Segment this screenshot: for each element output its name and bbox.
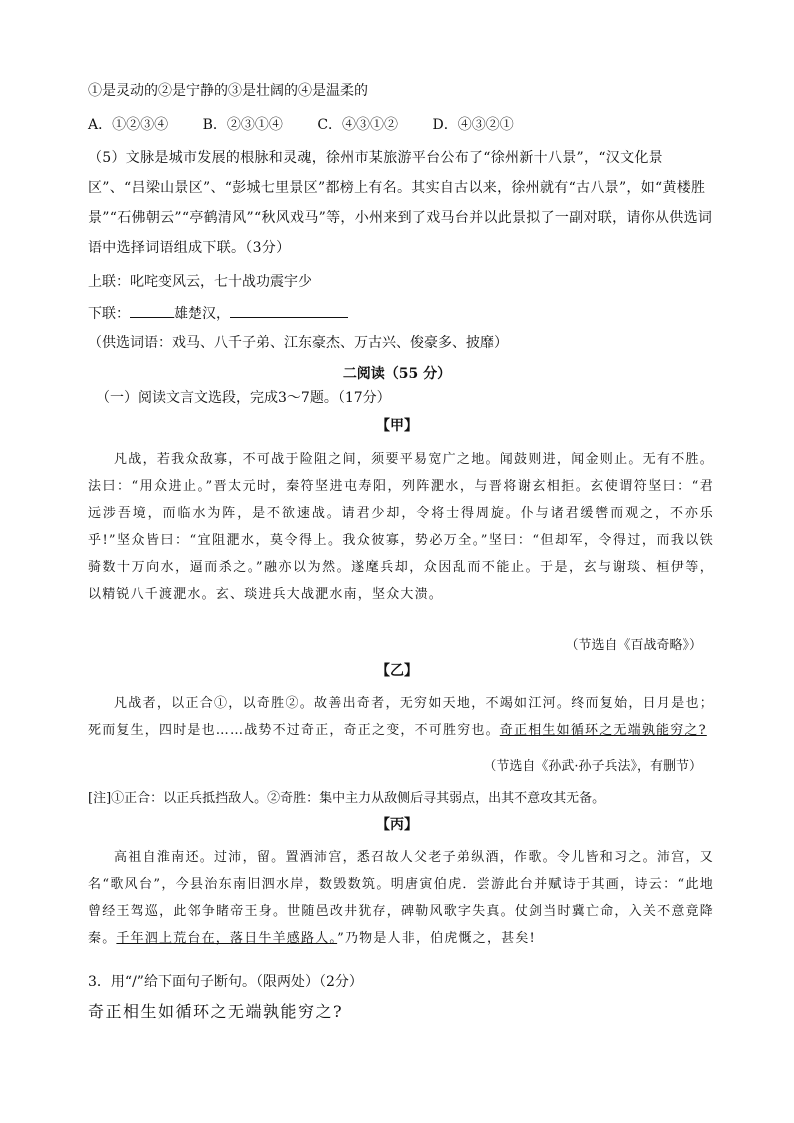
- choice-d: D．④③②①: [432, 117, 514, 133]
- options-line: ①是灵动的②是宁静的③是壮阔的④是温柔的: [88, 83, 368, 99]
- yi-text: [88, 690, 714, 748]
- couplet-lower-prefix: 下联：: [88, 306, 130, 322]
- yi-text-underlined: 奇正相生如循环之无端孰能穷之?: [499, 723, 707, 738]
- word-choices: （供选词语：戏马、八千子弟、江东豪杰、万古兴、俊豪多、披靡）: [88, 335, 508, 351]
- annotation-note: [注]①正合：以正兵抵挡敌人。②奇胜：集中主力从敌侧后寻其弱点，出其不意攻其无备。: [88, 791, 606, 806]
- jia-heading: 【甲】: [376, 418, 418, 434]
- question-3-sentence: 奇正相生如循环之无端孰能穷之?: [88, 1002, 344, 1021]
- subsection-title: （一）阅读文言文选段，完成3～7题。（17分）: [96, 390, 391, 406]
- section-title: 二阅读（55 分）: [342, 366, 452, 382]
- question-3-label: 3．用“/”给下面句子断句。（限两处）（2分）: [88, 974, 363, 990]
- choice-c: C．④③①②: [317, 117, 399, 133]
- answer-choices: [88, 115, 718, 135]
- jia-source: （节选自《百战奇略》）: [565, 638, 702, 653]
- jia-text: 凡战，若我众敌寡，不可战于险阻之间，须要平易宽广之地。闻鼓则进，闻金则止。无有不胜。法曰：“用众进止。”晋太元时，秦符坚进屯寿阳，列阵淝水，与晋将谢玄相拒。玄使谓符坚曰：“君远涉吾境，而临水为阵，是不欲速战。请君少却，令将士得周旋。仆与诸君缓辔而观之，不亦乐乎!”坚众皆曰：“宜阻淝水，莫令得上。我众彼寡，势必万全。”坚曰：“但却军，令得过，而我以铁骑数十万向水，逼而杀之。”融亦以为然。遂麾兵却，众因乱而不能止。于是，玄与谢琰、桓伊等，以精锐八千渡淝水。玄、琰进兵大战淝水南，坚众大溃。: [88, 452, 714, 602]
- yi-heading: 【乙】: [376, 663, 418, 679]
- blank-2: [230, 303, 348, 318]
- couplet-upper: 上联：叱咤变风云，七十战功震宇少: [88, 274, 312, 290]
- yi-source: （节选自《孙武·孙子兵法》，有删节）: [483, 759, 702, 774]
- question-5-text: （5）文脉是城市发展的根脉和灵魂，徐州市某旅游平台公布了“徐州新十八景”，“汉文化景区”、“吕梁山景区”、“彭城七里景区”都榜上有名。其实自古以来，徐州就有“古八景”，如“黄楼胜景”“石佛朝云”“亭鹤清风”“秋风戏马”等，小州来到了戏马台并以此景拟了一副对联，请你从供选词语中选择词语组成下联。（3分）: [88, 150, 713, 256]
- choice-a: A．①②③④: [88, 117, 169, 133]
- couplet-lower: [88, 303, 718, 324]
- bing-text-underlined: 千年泗上荒台在，落日牛羊感路人。: [116, 931, 338, 946]
- blank-1: [130, 303, 174, 318]
- choice-b: B．②③①④: [202, 117, 283, 133]
- bing-text-plain: 高祖自淮南还。过沛，留。置酒沛宫，悉召故人父老子弟纵酒，作歌。令儿皆和习之。沛宫，又名“歌风台”，今县治东南旧泗水岸，数毁数筑。明唐寅伯虎．尝游此台并赋诗于其画，诗云：“此地曾经王驾巡，此邻争睹帝王身。世随邑改井犹存，碑勒风歌字失真。仗剑当时冀亡命，入关不意竟降秦。: [88, 850, 714, 946]
- bing-heading: 【丙】: [376, 817, 418, 833]
- couplet-lower-mid: 雄楚汉，: [174, 306, 230, 322]
- yi-text-plain: 凡战者，以正合①，以奇胜②。故善出奇者，无穷如天地，不竭如江河。终而复始，日月是也；死而复生，四时是也……战势不过奇正，奇正之变，不可胜穷也。: [88, 696, 714, 738]
- bing-text-end: ”乃物是人非，伯虎慨之，甚矣!: [337, 931, 536, 946]
- bing-text: [88, 844, 714, 964]
